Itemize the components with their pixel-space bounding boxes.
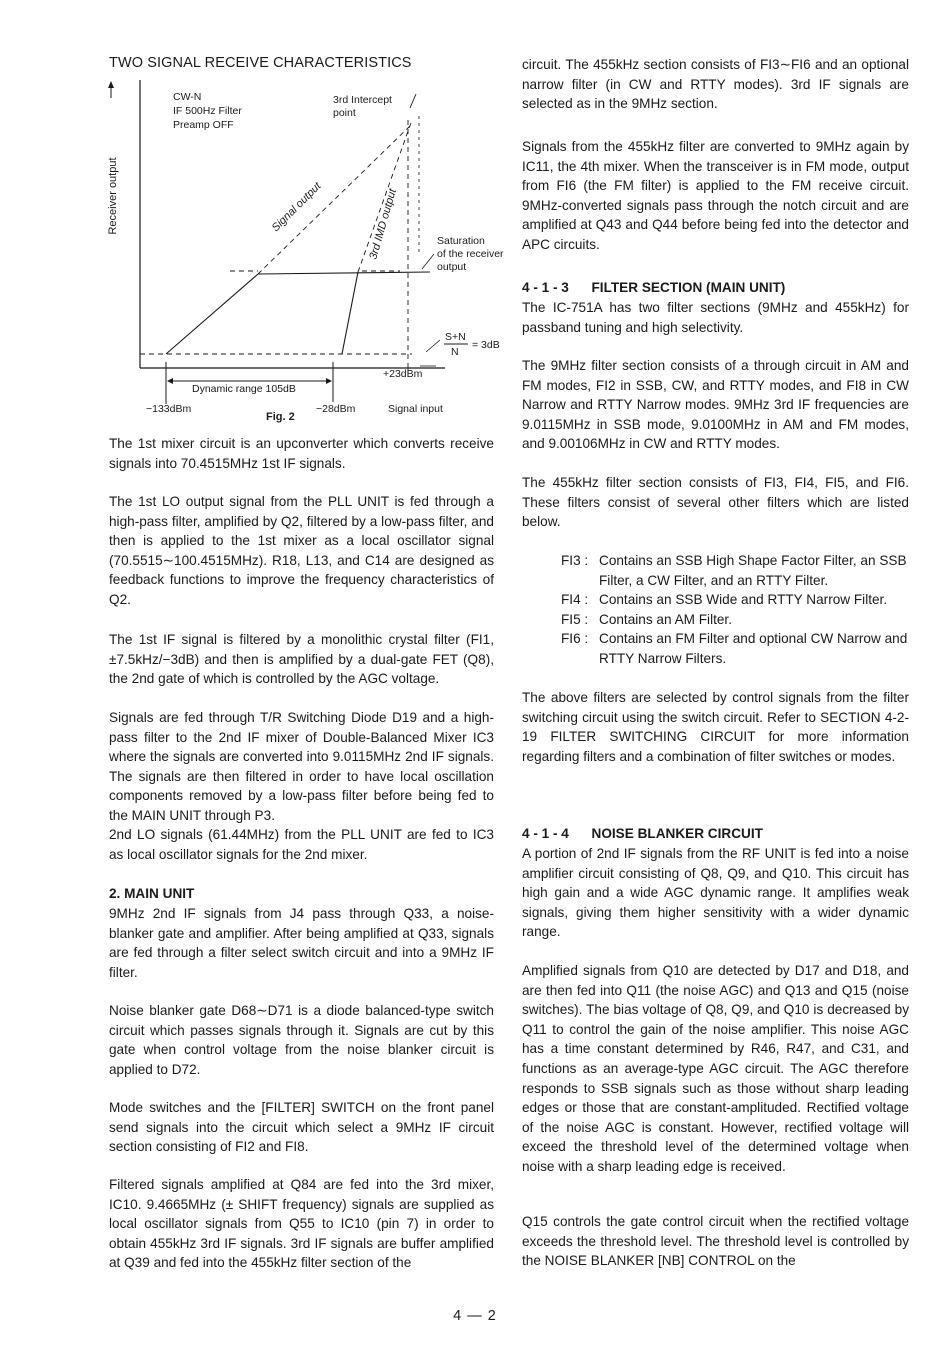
saturation-label-2: of the receiver <box>437 248 504 260</box>
filter-name: FI4 : <box>561 592 589 608</box>
paragraph: The 1st LO output signal from the PLL UNIT is fed through a high-pass filter, amplified by Q2, filtered by a low-pass filter, and then is applied to the 1st mixer as a local oscillator signal (70.5515∼100.4515MHz). R18, L13, and C14 are designed as feedback functions to improve the frequency characteristics of Q2. <box>109 494 494 607</box>
saturation-label: Saturation <box>437 235 485 247</box>
filter-desc: Contains an SSB High Shape Factor Filter, an SSB Filter, a CW Filter, and an RTTY Filter. <box>599 553 907 588</box>
signal-output-line <box>166 274 258 354</box>
saturation-label-3: output <box>437 261 467 273</box>
intercept-label: 3rd Intercept <box>333 94 392 106</box>
plus23-label: +23dBm <box>383 368 423 380</box>
intercept-label-point: point <box>333 107 356 119</box>
paragraph: The 9MHz filter section consists of a through circuit in AM and FM modes, FI2 in SSB, CW, and RTTY modes, and FI8 in CW Narrow and RTTY Narrow modes. 9MHz 3rd IF frequencies are 9.0115MHz in SSB mode, 9.0100MHz in AM and FM modes, and 9.00106MHz in CW and RTTY modes. <box>522 358 909 452</box>
section-heading: 4 - 1 - 4 NOISE BLANKER CIRCUIT <box>522 826 763 841</box>
filter-desc: Contains an FM Filter and optional CW Narrow and RTTY Narrow Filters. <box>599 631 908 666</box>
paragraph: The above filters are selected by control signals from the filter switching circuit using the switch circuit. Refer to SECTION 4-2-19 FILTER SWITCHING CIRCUIT for more information regarding filters and a combination of filter switches or modes. <box>522 690 909 764</box>
figure-title: TWO SIGNAL RECEIVE CHARACTERISTICS <box>109 55 412 71</box>
section-heading: 2. MAIN UNIT <box>109 886 195 901</box>
paragraph: The 1st mixer circuit is an upconverter which converts receive signals into 70.4515MHz 1st IF signals. <box>109 436 494 471</box>
imd-output-label: 3rd IMD output <box>367 187 399 261</box>
mode-label-cw-n: CW-N <box>173 91 202 103</box>
dynamic-range-label: Dynamic range 105dB <box>192 383 296 395</box>
saturation-line <box>258 272 430 274</box>
section-heading: 4 - 1 - 3 FILTER SECTION (MAIN UNIT) <box>522 280 786 295</box>
sn-denominator: N <box>451 346 459 358</box>
page-number: 4 — 2 <box>453 1308 497 1324</box>
list-item <box>561 629 909 668</box>
paragraph: Q15 controls the gate control circuit when the rectified voltage exceeds the threshold level. The threshold level is controlled by the NOISE BLANKER [NB] CONTROL on the <box>522 1214 909 1269</box>
paragraph: A portion of 2nd IF signals from the RF UNIT is fed into a noise amplifier circuit consisting of Q8, Q9, and Q10. This circuit has high gain and a wide AGC dynamic range. It amplifies weak signals, giving them higher sensitivity with a wider dynamic range. <box>522 846 909 940</box>
paragraph: The 1st IF signal is filtered by a monolithic crystal filter (FI1, ±7.5kHz/−3dB) and then is amplified by a dual-gate FET (Q8), the 2nd gate of which is controlled by the AGC voltage. <box>109 632 494 687</box>
tick-label-mid: −28dBm <box>316 403 356 415</box>
paragraph: 2nd LO signals (61.44MHz) from the PLL UNIT are fed to IC3 as local oscillator signals for the 2nd mixer. <box>109 827 494 862</box>
mode-label-filter: IF 500Hz Filter <box>173 105 242 117</box>
paragraph: circuit. The 455kHz section consists of FI3∼FI6 and an optional narrow filter (in CW and RTTY modes). 3rd IF signals are selected as in the 9MHz section. <box>522 57 909 112</box>
paragraph: Signals are fed through T/R Switching Diode D19 and a high-pass filter to the 2nd IF mixer of Double-Balanced Mixer IC3 where the signals are converted into 9.0115MHz 2nd IF signals. The signals are then filtered in order to have local oscillation components removed by a low-pass filter before being fed to the MAIN UNIT through P3. <box>109 710 494 823</box>
filter-desc: Contains an SSB Wide and RTTY Narrow Filter. <box>599 592 888 608</box>
signal-output-label: Signal output <box>269 180 324 235</box>
filter-name: FI3 : <box>561 553 589 568</box>
figure-caption: Fig. 2 <box>266 411 295 423</box>
paragraph: Signals from the 455kHz filter are converted to 9MHz again by IC11, the 4th mixer. When the transceiver is in FM mode, output from FI6 (the FM filter) is applied to the FM receive circuit. 9MHz-converted signals pass through the notch circuit and are amplified at Q43 and Q44 before being fed into the detector and APC circuits. <box>522 139 909 252</box>
two-signal-diagram <box>100 72 520 432</box>
paragraph: 9MHz 2nd IF signals from J4 pass through Q33, a noise-blanker gate and amplifier. After being amplified at Q33, signals are fed through a filter select switch circuit and into a 9MHz IF filter. <box>109 906 494 980</box>
paragraph: Noise blanker gate D68∼D71 is a diode balanced-type switch circuit which passes signals through it. Signals are cut by this gate when control voltage from the noise blanker circuit is applied to D72. <box>109 1003 494 1077</box>
imd-output-line <box>342 272 358 354</box>
filter-name: FI5 : <box>561 611 589 627</box>
paragraph: The 455kHz filter section consists of FI3, FI4, FI5, and FI6. These filters consist of several other filters which are listed below. <box>522 475 909 530</box>
x-axis-label: Signal input <box>388 403 443 415</box>
filter-desc: Contains an AM Filter. <box>599 611 732 627</box>
paragraph: Filtered signals amplified at Q84 are fed into the 3rd mixer, IC10. 9.4665MHz (± SHIFT frequency) signals are supplied as local oscillator signals from Q55 to IC10 (pin 7) in order to obtain 455kHz 3rd IF signals. 3rd IF signals are buffer amplified at Q39 and fed into the 455kHz filter section of the <box>109 1177 494 1271</box>
list-item <box>561 610 909 630</box>
filter-name: FI6 : <box>561 631 589 647</box>
sn-numerator: S+N <box>445 331 466 343</box>
filter-list <box>561 551 909 669</box>
list-item <box>561 590 909 610</box>
mode-label-preamp: Preamp OFF <box>173 119 234 131</box>
sn-value: = 3dB <box>472 339 500 351</box>
list-item <box>561 551 909 590</box>
paragraph: Amplified signals from Q10 are detected by D17 and D18, and are then fed into Q11 (the noise AGC) and Q13 and Q15 (noise switches). The bias voltage of Q8, Q9, and Q10 is decreased by Q11 to control the gain of the noise amplifier. This noise AGC has a time constant determined by R46, R47, and C31, and functions as an average-type AGC circuit. The AGC therefore responds to SSB signals such as those without sharp leading edges or those that are constant-amplituded. Rectified voltage of the noise AGC is constant. However, rectified voltage will exceed the threshold level of the determined voltage when noise with a sharp leading edge is received. <box>522 963 909 1174</box>
tick-label-left: −133dBm <box>146 403 192 415</box>
paragraph: Mode switches and the [FILTER] SWITCH on the front panel send signals into the circuit which select a 9MHz IF circuit section consisting of FI2 and FI8. <box>109 1100 494 1155</box>
paragraph: The IC-751A has two filter sections (9MHz and 455kHz) for passband tuning and high selectivity. <box>522 300 909 335</box>
y-axis-label: Receiver output <box>107 157 119 235</box>
